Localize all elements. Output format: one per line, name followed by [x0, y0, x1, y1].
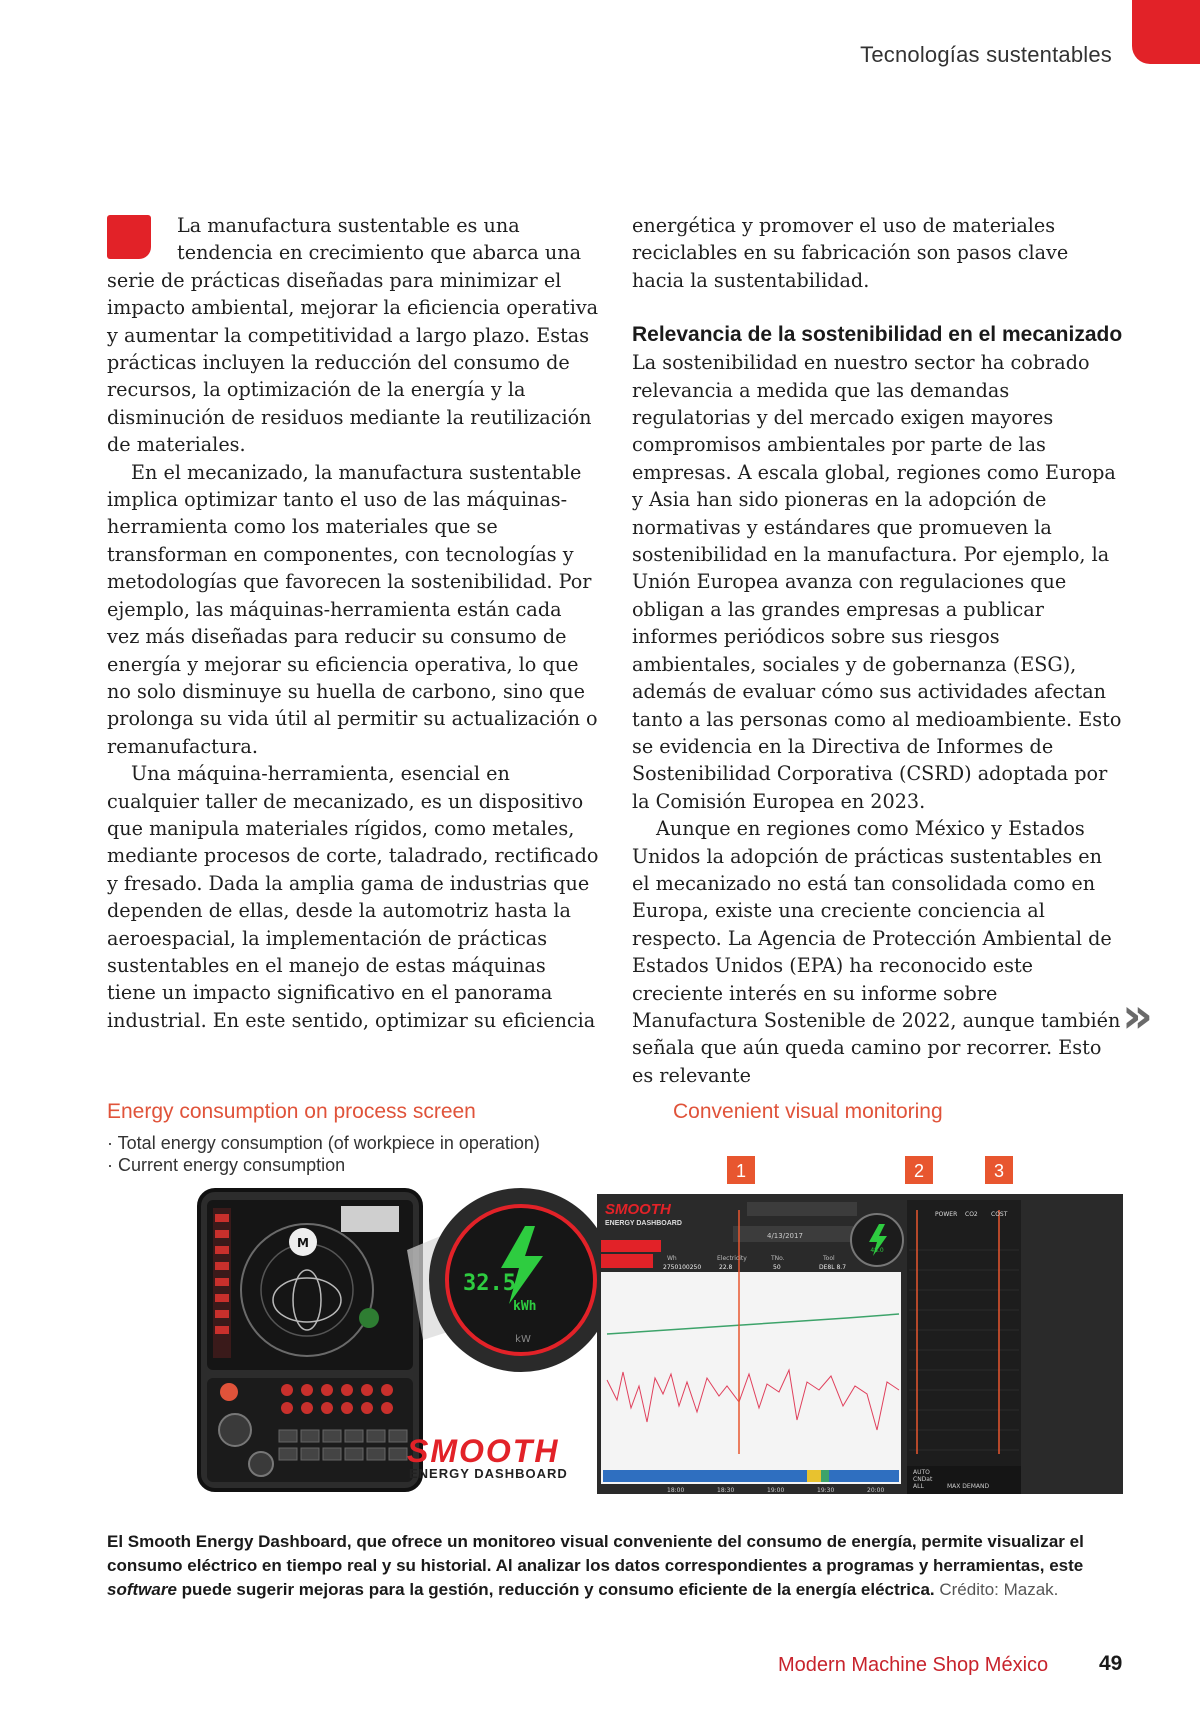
totals-label: CNDat [913, 1476, 933, 1483]
figure-graphics [107, 1090, 1123, 1510]
dashboard-date: 4/13/2017 [767, 1232, 803, 1240]
dash-value: 2750100250 [663, 1264, 702, 1271]
x-tick: 18:30 [717, 1487, 735, 1494]
smooth-logo-subtitle: ENERGY DASHBOARD [409, 1466, 568, 1481]
figure-right-title: Convenient visual monitoring [673, 1100, 943, 1123]
callout-3: 3 [993, 1161, 1005, 1181]
paragraph [107, 212, 599, 459]
dash-col-label: TNo. [771, 1255, 785, 1262]
table-header: CO2 [965, 1211, 978, 1218]
gauge-value: 32.5 [463, 1271, 516, 1296]
svg-text:M: M [297, 1236, 309, 1250]
left-column [107, 212, 599, 1034]
gauge-unit: kWh [513, 1299, 537, 1314]
dash-col-label: Wh [667, 1255, 677, 1262]
dashboard-gauge-value: 48.0 [870, 1247, 884, 1254]
dashboard-brand-sub: ENERGY DASHBOARD [605, 1220, 682, 1227]
dashboard-brand: SMOOTH [605, 1201, 671, 1218]
paragraph: Una máquina-herramienta, esencial en cualquier taller de mecanizado, es un dispositivo que manipula materiales rígidos, como metales, mediante procesos de corte, taladrado, rectificado y fresado. Dada la amplia gama de industrias que dependen de ellas, desde la automotriz hasta la aeroespacial, la implementación de prácticas sustentables en el manejo de estas máquinas tiene un impacto significativo en el panorama industrial. En este sentido, optimizar su eficiencia [107, 762, 599, 1032]
paragraph-text: La manufactura sustentable es una tendencia en crecimiento que abarca una serie de prácticas diseñadas para minimizar el impacto ambiental, mejorar la eficiencia operativa y aumentar la competitividad a largo plazo. Estas prácticas incluyen la reducción del consumo de recursos, la optimización de la energía y la disminución de residuos mediante la reutilización de materiales. [107, 214, 599, 457]
continue-arrow-icon: » [1122, 988, 1154, 1044]
section-tab [1132, 0, 1200, 64]
figure-caption [107, 1530, 1123, 1602]
smooth-logo: SMOOTH [407, 1433, 560, 1469]
right-column [632, 212, 1124, 1089]
totals-label: AUTO [913, 1469, 930, 1476]
paragraph: energética y promover el uso de materiales reciclables en su fabricación son pasos clave hacia la sustentabilidad. [632, 214, 1069, 292]
x-tick: 20:00 [867, 1487, 885, 1494]
x-tick: 18:00 [667, 1487, 685, 1494]
page-number: 49 [1099, 1652, 1123, 1675]
section-title: Tecnologías sustentables [860, 42, 1112, 67]
x-tick: 19:00 [767, 1487, 785, 1494]
figure-bullet: · Current energy consumption [107, 1155, 346, 1175]
figure-left-title: Energy consumption on process screen [107, 1100, 476, 1123]
paragraph: En el mecanizado, la manufactura sustentable implica optimizar tanto el uso de las máquinas-herramienta como los materiales que se transforman en componentes, con tecnologías y metodologías que favorecen la sostenibilidad. Por ejemplo, las máquinas-herramienta están cada vez más diseñadas para reducir su consumo de energía y mejorar su eficiencia operativa, lo que no solo disminuye su huella de carbono, sino que prolonga su vida útil al permitir su actualización o remanufactura. [107, 460, 598, 758]
totals-label: MAX DEMAND [947, 1483, 990, 1490]
magazine-name: Modern Machine Shop México [778, 1654, 1049, 1676]
caption-text: puede sugerir mejoras para la gestión, reducción y consumo eficiente de la energía eléctrica. [176, 1580, 935, 1599]
dash-col-label: Tool [823, 1255, 835, 1262]
table-header: POWER [935, 1211, 958, 1218]
caption-text: El Smooth Energy Dashboard, que ofrece un monitoreo visual conveniente del consumo de energía, permite visualizar el consumo eléctrico en tiempo real y su historial. Al analizar los datos correspondientes a programas y herramientas, este [107, 1532, 1084, 1575]
dash-value: 50 [773, 1264, 781, 1271]
energy-dashboard-figure [107, 1090, 1123, 1510]
totals-label: ALL [913, 1483, 924, 1490]
callout-1: 1 [735, 1161, 747, 1181]
dash-value: 22.8 [719, 1264, 733, 1271]
x-tick: 19:30 [817, 1487, 835, 1494]
figure-bullet: · Total energy consumption (of workpiece in operation) [107, 1133, 540, 1153]
table-header: COST [991, 1211, 1008, 1218]
caption-italic: software [107, 1580, 177, 1599]
paragraph: Aunque en regiones como México y Estados Unidos la adopción de prácticas sustentables en el mecanizado no está tan consolidada como en Europa, existe una creciente conciencia al respecto. La Agencia de Protección Ambiental de Estados Unidos (EPA) ha reconocido este creciente interés en su informe sobre Manufactura Sostenible de 2022, aunque también señala que aún queda camino por recorrer. Esto es relevante [632, 817, 1121, 1087]
callout-2: 2 [913, 1161, 925, 1181]
caption-credit: Crédito: Mazak. [934, 1580, 1059, 1599]
subheading: Relevancia de la sostenibilidad en el mecanizado [632, 323, 1123, 347]
dashboard-screen [597, 1194, 1123, 1494]
dash-value: DE8L 8.7 [819, 1264, 847, 1271]
drop-cap-block [107, 215, 151, 259]
dash-col-label: Electricity [717, 1255, 747, 1262]
cnc-control-panel [199, 1190, 421, 1490]
svg-text:kW: kW [515, 1334, 531, 1345]
paragraph: La sostenibilidad en nuestro sector ha cobrado relevancia a medida que las demandas regulatorias y del mercado exigen mayores compromisos ambientales por parte de las empresas. A escala global, regiones como Europa y Asia han sido pioneras en la adopción de normativas y estándares que promueven la sostenibilidad en la manufactura. Por ejemplo, la Unión Europea avanza con regulaciones que obligan a las grandes empresas a publicar informes periódicos sobre sus riesgos ambientales, sociales y de gobernanza (ESG), además de evaluar cómo sus actividades afectan tanto a las personas como al medioambiente. Esto se evidencia en la Directiva de Informes de Sostenibilidad Corporativa (CSRD) adoptada por la Comisión Europea en 2023. [632, 351, 1122, 813]
